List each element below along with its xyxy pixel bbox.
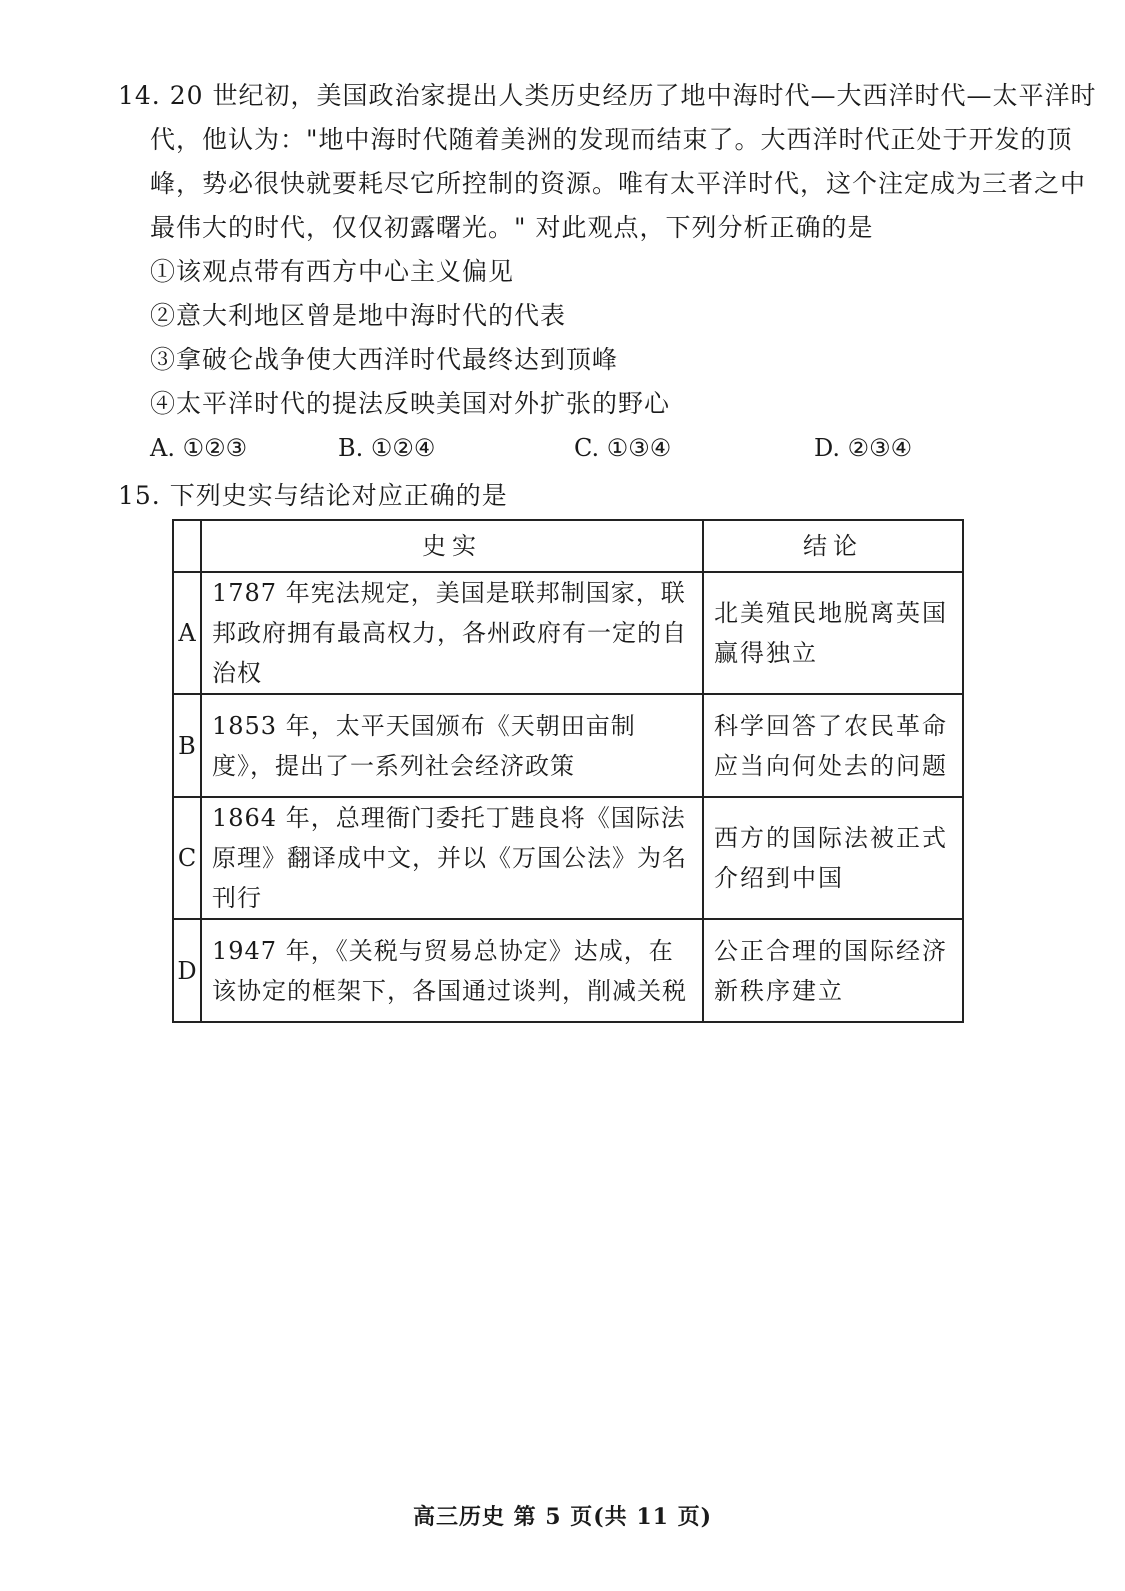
q14-line-2: 代，他认为："地中海时代随着美洲的发现而结束了。大西洋时代正处于开发的顶 [150,125,1073,154]
q14-statement-2: ②意大利地区曾是地中海时代的代表 [150,301,567,330]
q14-statement-3: ③拿破仑战争使大西洋时代最终达到顶峰 [150,345,619,374]
q14-line-3: 峰，势必很快就要耗尽它所控制的资源。唯有太平洋时代，这个注定成为三者之中 [150,169,1087,198]
q14-statement-1: ①该观点带有西方中心主义偏见 [150,257,515,286]
row-label[interactable]: C [173,797,201,919]
header-fact: 史实 [201,520,703,572]
q14-option-d[interactable]: D. ②③④ [814,434,913,462]
row-conclusion: 公正合理的国际经济新秩序建立 [703,919,963,1022]
row-fact: 1947 年，《关税与贸易总协定》达成，在该协定的框架下，各国通过谈判，削减关税 [201,919,703,1022]
row-label[interactable]: B [173,694,201,797]
row-label[interactable]: D [173,919,201,1022]
q14-statement-4: ④太平洋时代的提法反映美国对外扩张的野心 [150,389,671,418]
facts-table [172,519,964,1023]
row-conclusion: 北美殖民地脱离英国赢得独立 [703,572,963,694]
row-label[interactable]: A [173,572,201,694]
table-row [173,919,963,1022]
q14-option-c[interactable]: C. ①③④ [574,434,672,462]
q14-option-b[interactable]: B. ①②④ [338,434,436,462]
q14-line-1: 14. 20 世纪初，美国政治家提出人类历史经历了地中海时代—大西洋时代—太平洋时 [118,81,1097,110]
row-fact: 1853 年，太平天国颁布《天朝田亩制度》，提出了一系列社会经济政策 [201,694,703,797]
table-row [173,797,963,919]
q14-option-a[interactable]: A. ①②③ [150,434,248,462]
row-fact: 1787 年宪法规定，美国是联邦制国家，联邦政府拥有最高权力，各州政府有一定的自治权 [201,572,703,694]
row-conclusion: 西方的国际法被正式介绍到中国 [703,797,963,919]
table-header-row [173,520,963,572]
q14-line-4: 最伟大的时代，仅仅初露曙光。" 对此观点，下列分析正确的是 [150,213,874,242]
question-15-stem: 15. 下列史实与结论对应正确的是 [118,481,508,510]
header-blank [173,520,201,572]
row-conclusion: 科学回答了农民革命应当向何处去的问题 [703,694,963,797]
table-row [173,694,963,797]
header-conclusion: 结论 [703,520,963,572]
table-row [173,572,963,694]
page-footer: 高三历史 第 5 页(共 11 页) [412,1504,713,1530]
row-fact: 1864 年，总理衙门委托丁韪良将《国际法原理》翻译成中文，并以《万国公法》为名刊行 [201,797,703,919]
